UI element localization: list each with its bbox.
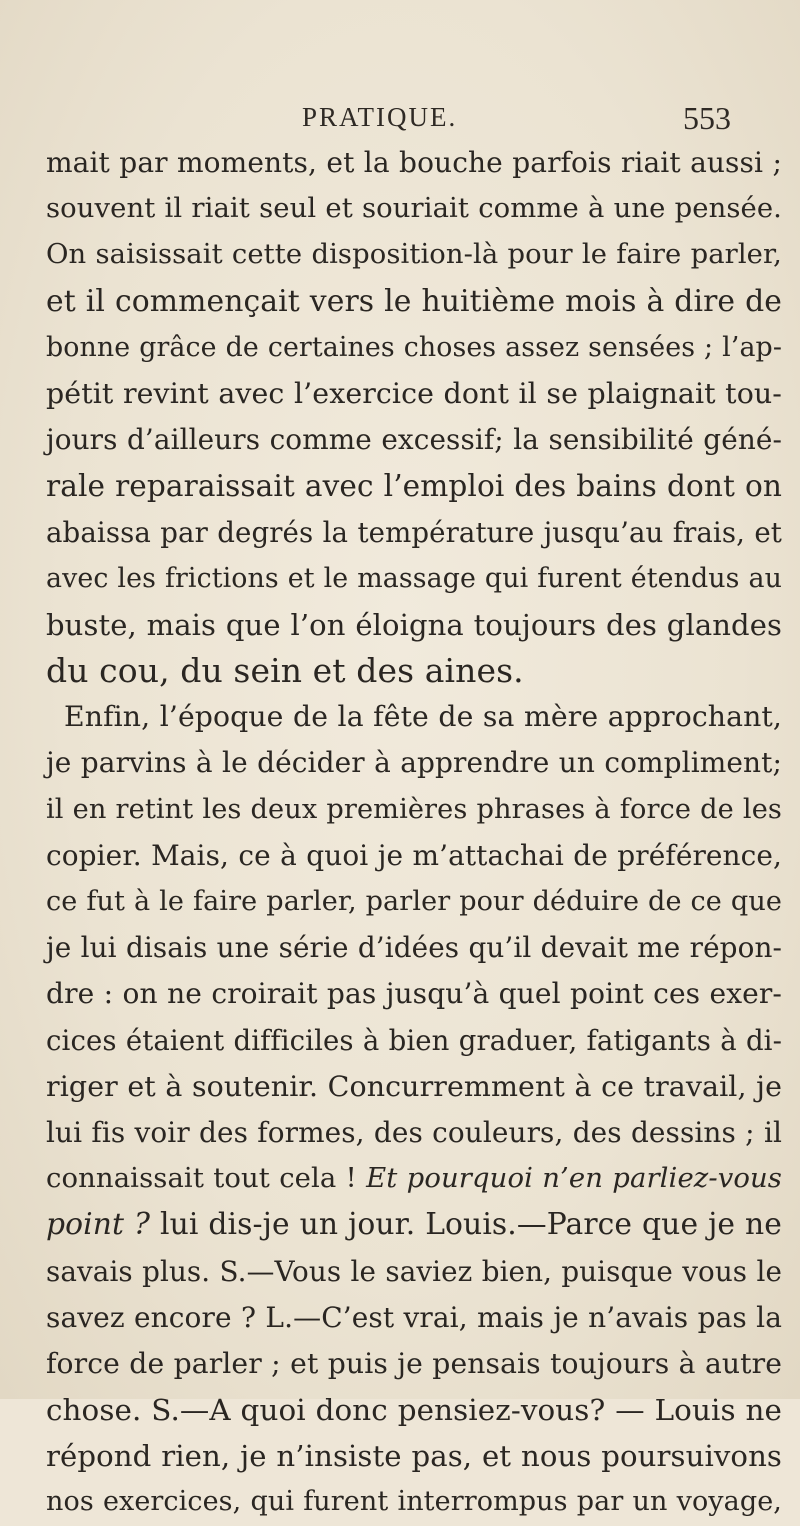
text-line: savez encore ? L.—C’est vrai, mais je n’avais pas la xyxy=(46,1300,782,1334)
text-line xyxy=(46,1202,782,1248)
italic-segment: point ? xyxy=(46,1207,151,1243)
page-number: 553 xyxy=(683,100,731,136)
text-line: cices étaient difficiles à bien graduer, fatigants à di- xyxy=(46,1024,782,1057)
text-line: copier. Mais, ce à quoi je m’attachai de préférence, xyxy=(46,838,782,872)
text-line: jours d’ailleurs comme excessif; la sensibilité géné- xyxy=(46,423,782,457)
text-line: je lui disais une série d’idées qu’il devait me répon- xyxy=(46,931,782,965)
text-line: avec les frictions et le massage qui furent étendus au xyxy=(46,562,782,594)
text-line: abaissa par degrés la température jusqu’au frais, et xyxy=(46,515,782,549)
text-line: du cou, du sein et des aines. xyxy=(46,651,524,691)
text-line: nos exercices, qui furent interrompus par un voyage, xyxy=(46,1486,782,1518)
running-head: PRATIQUE. xyxy=(302,102,458,132)
text-line: répond rien, je n’insiste pas, et nous poursuivons xyxy=(46,1439,782,1474)
text-line: force de parler ; et puis je pensais toujours à autre xyxy=(46,1346,782,1380)
paragraph-start-line: Enfin, l’époque de la fête de sa mère approchant, xyxy=(64,700,782,734)
text-line: souvent il riait seul et souriait comme à une pensée. xyxy=(46,193,782,225)
text-line: ce fut à le faire parler, parler pour déduire de ce que xyxy=(46,886,782,917)
italic-segment: Et pourquoi n’en parliez-vous xyxy=(366,1163,782,1195)
text-line: rale reparaissait avec l’emploi des bains dont on xyxy=(46,469,782,504)
text-line: savais plus. S.—Vous le saviez bien, puisque vous le xyxy=(46,1254,782,1288)
text-line: riger et à soutenir. Concurremment à ce travail, je xyxy=(46,1069,782,1103)
text-line: chose. S.—A quoi donc pensiez-vous? — Louis ne xyxy=(46,1393,782,1428)
text-line: il en retint les deux premières phrases à force de les xyxy=(46,793,782,825)
text-line: On saisissait cette disposition-là pour le faire parler, xyxy=(46,239,782,271)
text-line: je parvins à le décider à apprendre un compliment; xyxy=(46,746,782,780)
text-line: dre : on ne croirait pas jusqu’à quel point ces exer- xyxy=(46,977,782,1011)
text-segment: connaissait tout cela ! xyxy=(46,1163,367,1195)
text-line: et il commençait vers le huitième mois à dire de xyxy=(46,283,782,319)
text-segment: lui dis-je un jour. Louis.—Parce que je ne xyxy=(150,1207,782,1243)
body-text xyxy=(46,140,782,1526)
text-line xyxy=(46,1156,782,1202)
text-line: mait par moments, et la bouche parfois riait aussi ; xyxy=(46,146,782,179)
text-line: pétit revint avec l’exercice dont il se plaignait tou- xyxy=(46,376,782,410)
text-line: buste, mais que l’on éloigna toujours des glandes xyxy=(46,607,782,642)
text-line: bonne grâce de certaines choses assez sensées ; l’ap- xyxy=(46,331,782,363)
page-header xyxy=(0,100,800,140)
text-line: lui fis voir des formes, des couleurs, des dessins ; il xyxy=(46,1115,782,1149)
